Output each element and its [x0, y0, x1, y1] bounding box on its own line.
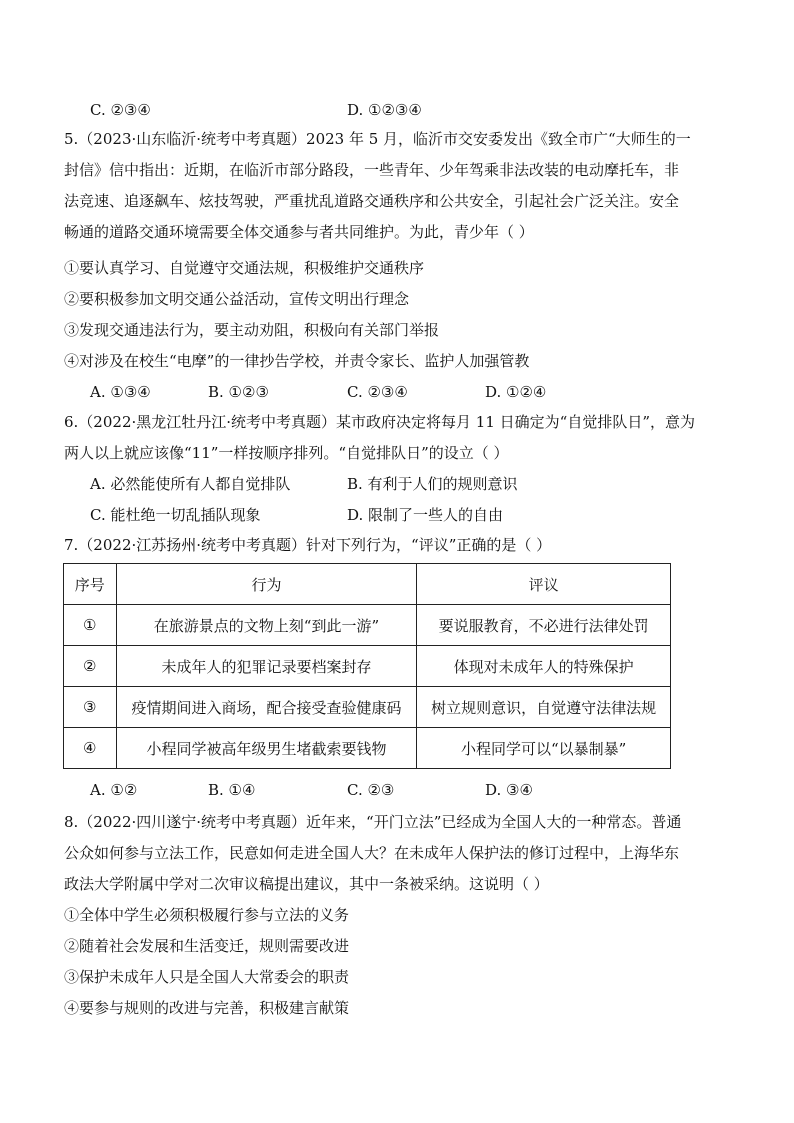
q7-table	[63, 563, 671, 769]
table-row	[64, 728, 671, 769]
q6-stem-line-1: 6.（2022·黑龙江牡丹江·统考中考真题）某市政府决定将每月 11 日确定为“自觉排队日”，意为	[64, 413, 695, 431]
q4-option-c: C. ②③④	[90, 101, 151, 119]
table-cell-comment: 树立规则意识，自觉遵守法律法规	[417, 687, 671, 728]
q8-item-1: ①全体中学生必须积极履行参与立法的义务	[64, 906, 350, 924]
table-row	[64, 687, 671, 728]
q8-item-2: ②随着社会发展和生活变迁，规则需要改进	[64, 937, 350, 955]
q7-option-a: A. ①②	[90, 781, 138, 799]
q8-stem-line-3: 政法大学附属中学对二次审议稿提出建议，其中一条被采纳。这说明（ ）	[64, 875, 549, 893]
q5-item-3: ③发现交通违法行为，要主动劝阻，积极向有关部门举报	[64, 321, 440, 339]
q7-option-d: D. ③④	[485, 781, 533, 799]
table-cell-number: ④	[64, 728, 117, 769]
q5-option-b: B. ①②③	[208, 383, 269, 401]
q5-option-c: C. ②③④	[347, 383, 408, 401]
table-cell-behavior: 在旅游景点的文物上刻“到此一游”	[116, 605, 417, 646]
table-cell-behavior: 未成年人的犯罪记录要档案封存	[116, 646, 417, 687]
table-cell-comment: 体现对未成年人的特殊保护	[417, 646, 671, 687]
q5-item-1: ①要认真学习、自觉遵守交通法规，积极维护交通秩序	[64, 259, 425, 277]
table-cell-number: ③	[64, 687, 117, 728]
table-cell-behavior: 疫情期间进入商场，配合接受查验健康码	[116, 687, 417, 728]
q8-item-4: ④要参与规则的改进与完善，积极建言献策	[64, 999, 350, 1017]
q5-stem-line-4: 畅通的道路交通环境需要全体交通参与者共同维护。为此，青少年（ ）	[64, 223, 534, 241]
table-header-comment: 评议	[417, 564, 671, 605]
q6-option-a: A. 必然能使所有人都自觉排队	[90, 475, 291, 493]
table-cell-number: ②	[64, 646, 117, 687]
q8-stem-line-2: 公众如何参与立法工作，民意如何走进全国人大？在未成年人保护法的修订过程中，上海华东	[64, 844, 680, 862]
table-cell-comment: 要说服教育，不必进行法律处罚	[417, 605, 671, 646]
q5-option-a: A. ①③④	[90, 383, 151, 401]
q7-stem: 7.（2022·江苏扬州·统考中考真题）针对下列行为，“评议”正确的是（ ）	[64, 536, 552, 554]
table-header-number: 序号	[64, 564, 117, 605]
table-cell-behavior: 小程同学被高年级男生堵截索要钱物	[116, 728, 417, 769]
q5-option-d: D. ①②④	[485, 383, 547, 401]
table-cell-comment: 小程同学可以“以暴制暴”	[417, 728, 671, 769]
q7-option-c: C. ②③	[347, 781, 395, 799]
q5-stem-line-3: 法竞速、追逐飙车、炫技驾驶，严重扰乱道路交通秩序和公共安全，引起社会广泛关注。安全	[64, 192, 680, 210]
q5-stem-line-1: 5.（2023·山东临沂·统考中考真题）2023 年 5 月，临沂市交安委发出《致全市广“大师生的一	[64, 130, 691, 148]
table-header-behavior: 行为	[116, 564, 417, 605]
table-row	[64, 646, 671, 687]
q5-item-4: ④对涉及在校生“电摩”的一律抄告学校，并责令家长、监护人加强管教	[64, 352, 530, 370]
q8-stem-line-1: 8.（2022·四川遂宁·统考中考真题）近年来，“开门立法”已经成为全国人大的一种常态。普通	[64, 813, 682, 831]
q5-stem-line-2: 封信》信中指出：近期，在临沂市部分路段，一些青年、少年驾乘非法改装的电动摩托车，非	[64, 161, 680, 179]
q8-item-3: ③保护未成年人只是全国人大常委会的职责	[64, 968, 350, 986]
q6-option-c: C. 能杜绝一切乱插队现象	[90, 506, 261, 524]
q6-option-b: B. 有利于人们的规则意识	[347, 475, 518, 493]
table-header-row	[64, 564, 671, 605]
table-row	[64, 605, 671, 646]
q4-option-d: D. ①②③④	[347, 101, 422, 119]
table-cell-number: ①	[64, 605, 117, 646]
q6-stem-line-2: 两人以上就应该像“11”一样按顺序排列。“自觉排队日”的设立（ ）	[64, 444, 509, 462]
q7-option-b: B. ①④	[208, 781, 256, 799]
q5-item-2: ②要积极参加文明交通公益活动，宣传文明出行理念	[64, 290, 410, 308]
q6-option-d: D. 限制了一些人的自由	[347, 506, 504, 524]
